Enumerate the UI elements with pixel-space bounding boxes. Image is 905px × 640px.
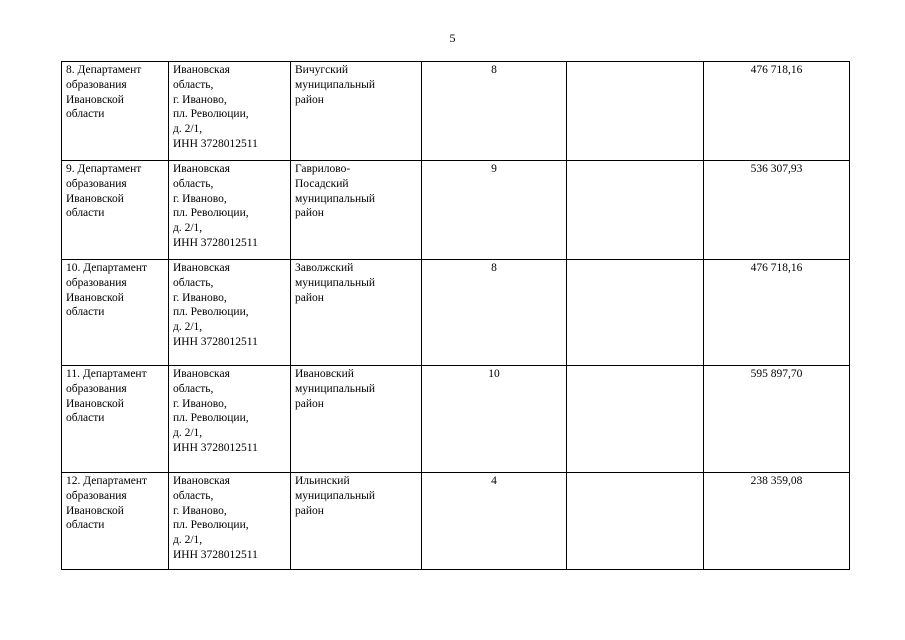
address-cell: Ивановская область, г. Иваново, пл. Революции, д. 2/1, ИНН 3728012511: [169, 473, 291, 570]
department-cell: 9. Департамент образования Ивановской области: [62, 161, 169, 260]
allocation-table: [61, 61, 850, 570]
empty-cell: [567, 161, 704, 260]
table-row: [62, 260, 850, 366]
table-row: [62, 62, 850, 161]
empty-cell: [567, 260, 704, 366]
table-row: [62, 161, 850, 260]
address-cell: Ивановская область, г. Иваново, пл. Революции, д. 2/1, ИНН 3728012511: [169, 260, 291, 366]
empty-cell: [567, 366, 704, 473]
department-cell: 12. Департамент образования Ивановской области: [62, 473, 169, 570]
count-cell: 10: [422, 366, 567, 473]
department-cell: 10. Департамент образования Ивановской области: [62, 260, 169, 366]
empty-cell: [567, 62, 704, 161]
address-cell: Ивановская область, г. Иваново, пл. Революции, д. 2/1, ИНН 3728012511: [169, 62, 291, 161]
empty-cell: [567, 473, 704, 570]
amount-cell: 476 718,16: [704, 260, 850, 366]
address-cell: Ивановская область, г. Иваново, пл. Революции, д. 2/1, ИНН 3728012511: [169, 366, 291, 473]
amount-cell: 536 307,93: [704, 161, 850, 260]
count-cell: 4: [422, 473, 567, 570]
address-cell: Ивановская область, г. Иваново, пл. Революции, д. 2/1, ИНН 3728012511: [169, 161, 291, 260]
district-cell: Ивановский муниципальный район: [291, 366, 422, 473]
district-cell: Ильинский муниципальный район: [291, 473, 422, 570]
table-row: [62, 473, 850, 570]
department-cell: 11. Департамент образования Ивановской области: [62, 366, 169, 473]
department-cell: 8. Департамент образования Ивановской области: [62, 62, 169, 161]
amount-cell: 476 718,16: [704, 62, 850, 161]
count-cell: 8: [422, 260, 567, 366]
district-cell: Вичугский муниципальный район: [291, 62, 422, 161]
table-row: [62, 366, 850, 473]
amount-cell: 238 359,08: [704, 473, 850, 570]
page-number: 5: [449, 31, 456, 45]
district-cell: Гаврилово- Посадский муниципальный район: [291, 161, 422, 260]
count-cell: 9: [422, 161, 567, 260]
district-cell: Заволжский муниципальный район: [291, 260, 422, 366]
count-cell: 8: [422, 62, 567, 161]
amount-cell: 595 897,70: [704, 366, 850, 473]
